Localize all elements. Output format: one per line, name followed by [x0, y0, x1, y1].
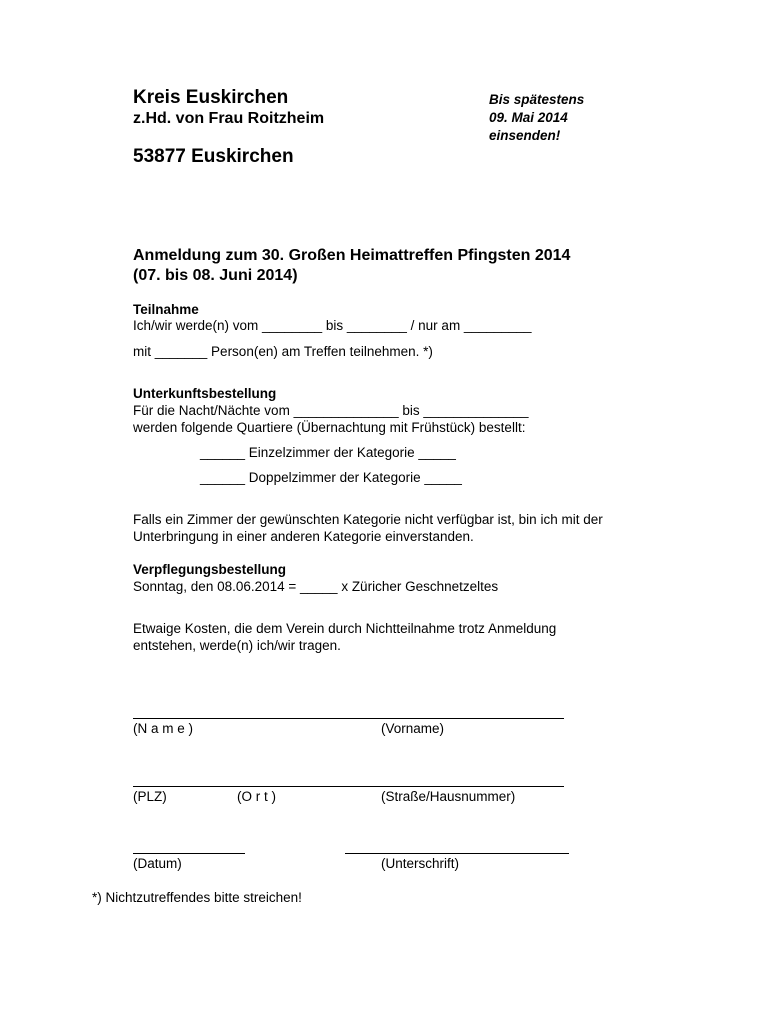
- unterkunft-einzelzimmer: ______ Einzelzimmer der Kategorie _____: [200, 445, 456, 460]
- ort-label: (O r t ): [237, 789, 276, 804]
- address-city: 53877 Euskirchen: [133, 146, 294, 167]
- unterschrift-signature-line[interactable]: [345, 853, 569, 854]
- section-heading-unterkunft: Unterkunftsbestellung: [133, 386, 277, 401]
- plz-label: (PLZ): [133, 789, 167, 804]
- strasse-label: (Straße/Hausnummer): [381, 789, 516, 804]
- unterschrift-label: (Unterschrift): [381, 856, 460, 871]
- address-attention: z.Hd. von Frau Roitzheim: [133, 110, 325, 127]
- fallback-line-2: Unterbringung in einer anderen Kategorie einverstanden.: [133, 529, 474, 544]
- unterkunft-doppelzimmer: ______ Doppelzimmer der Kategorie _____: [200, 470, 462, 485]
- datum-signature-line[interactable]: [133, 853, 245, 854]
- address-signature-line[interactable]: [133, 786, 564, 787]
- name-label: (N a m e ): [133, 721, 194, 736]
- unterkunft-nights-line: Für die Nacht/Nächte vom ______________ bis ______________: [133, 403, 529, 418]
- form-title: [133, 246, 570, 286]
- fallback-line-1: Falls ein Zimmer der gewünschten Kategorie nicht verfügbar ist, bin ich mit der: [133, 512, 603, 527]
- address-org: Kreis Euskirchen: [133, 87, 289, 108]
- deadline-notice: [489, 91, 584, 145]
- kosten-line-2: entstehen, werde(n) ich/wir tragen.: [133, 638, 341, 653]
- name-signature-line[interactable]: [133, 718, 564, 719]
- section-heading-verpflegung: Verpflegungsbestellung: [133, 562, 287, 577]
- unterkunft-quarters-line: werden folgende Quartiere (Übernachtung mit Frühstück) bestellt:: [133, 420, 526, 435]
- vorname-label: (Vorname): [381, 721, 445, 736]
- section-heading-teilnahme: Teilnahme: [133, 302, 199, 317]
- teilnahme-persons-line: mit _______ Person(en) am Treffen teilnehmen. *): [133, 344, 433, 359]
- deadline-line-1: Bis spätestens: [489, 92, 585, 107]
- verpflegung-sunday-line: Sonntag, den 08.06.2014 = _____ x Züricher Geschnetzeltes: [133, 579, 499, 594]
- footnote: *) Nichtzutreffendes bitte streichen!: [92, 890, 302, 905]
- kosten-line-1: Etwaige Kosten, die dem Verein durch Nichtteilnahme trotz Anmeldung: [133, 621, 557, 636]
- deadline-line-2: 09. Mai 2014: [489, 110, 568, 125]
- form-title-line-1: Anmeldung zum 30. Großen Heimattreffen Pfingsten 2014: [133, 247, 571, 264]
- deadline-line-3: einsenden!: [489, 128, 561, 143]
- datum-label: (Datum): [133, 856, 182, 871]
- form-title-line-2: (07. bis 08. Juni 2014): [133, 267, 298, 284]
- teilnahme-dates-line: Ich/wir werde(n) vom ________ bis ________ / nur am _________: [133, 318, 532, 333]
